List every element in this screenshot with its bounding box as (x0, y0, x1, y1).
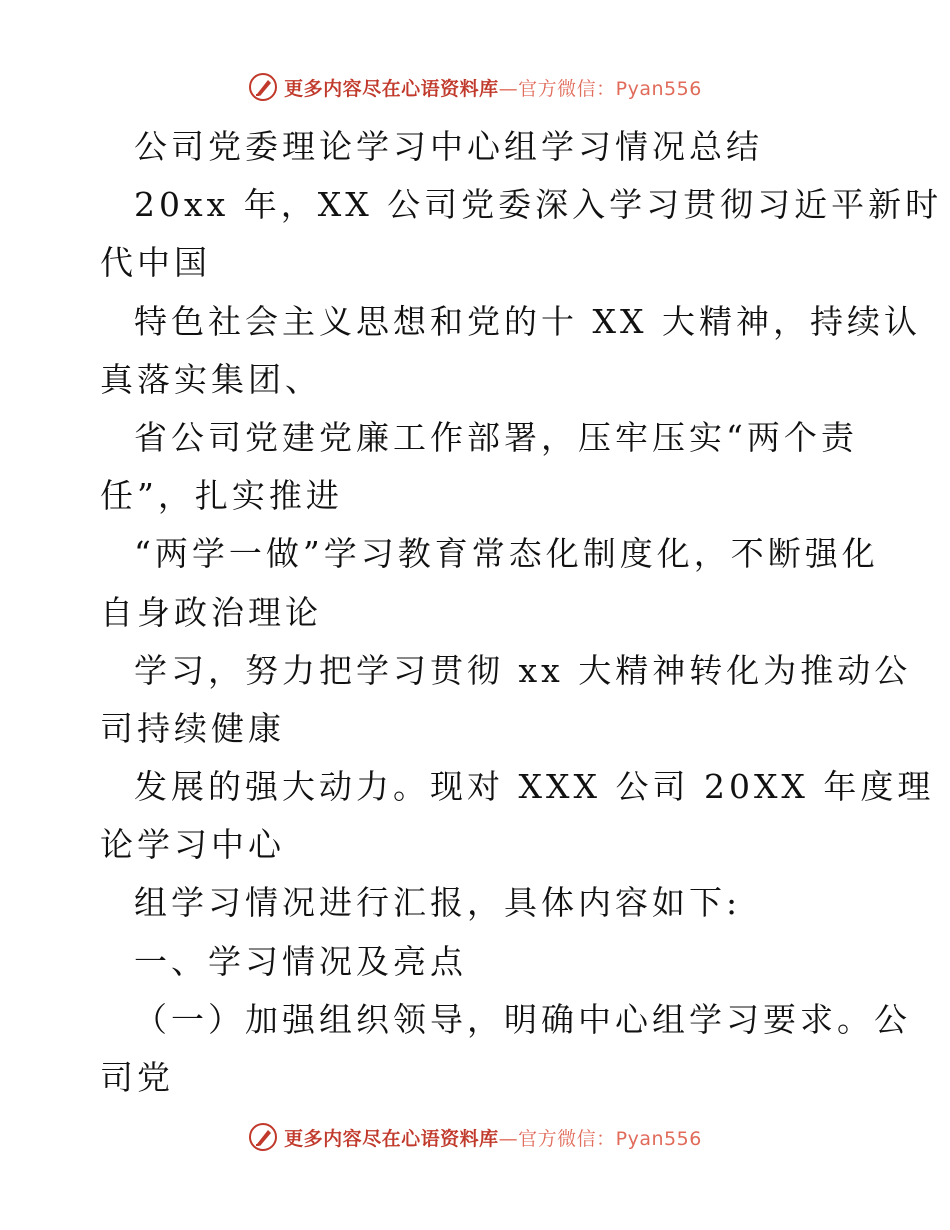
paragraph-line: 学习，努力把学习贯彻 xx 大精神转化为推动公 (134, 650, 912, 690)
footer-watermark (0, 1122, 950, 1152)
paragraph-line: 省公司党建党廉工作部署，压牢压实“两个责 (134, 417, 858, 457)
paragraph-line: 任”，扎实推进 (100, 476, 343, 516)
quill-pen-seal-icon (248, 72, 278, 102)
watermark-text: 更多内容尽在心语资料库—官方微信：Pyan556 (284, 77, 702, 100)
paragraph-line: 论学习中心 (100, 825, 285, 865)
paragraph-line: 组学习情况进行汇报，具体内容如下: (134, 883, 742, 923)
paragraph-line: 20xx 年，XX 公司党委深入学习贯彻习近平新时 (134, 185, 943, 225)
header-watermark (0, 72, 950, 102)
section-heading: 一、学习情况及亮点 (134, 941, 467, 981)
paragraph-line: 司持续健康 (100, 708, 285, 748)
paragraph-line: 发展的强大动力。现对 XXX 公司 20XX 年度理 (134, 767, 935, 807)
subsection-heading: （一）加强组织领导，明确中心组学习要求。公 (134, 999, 911, 1039)
watermark-text: 更多内容尽在心语资料库—官方微信：Pyan556 (284, 1127, 702, 1150)
quill-pen-seal-icon (248, 1122, 278, 1152)
document-title: 公司党委理论学习中心组学习情况总结 (134, 127, 763, 166)
paragraph-line: 特色社会主义思想和党的十 XX 大精神，持续认 (134, 301, 921, 341)
paragraph-line: 真落实集团、 (100, 359, 322, 399)
document-body (100, 118, 943, 1107)
paragraph-line: “两学一做”学习教育常态化制度化，不断强化 (134, 534, 879, 574)
paragraph-line: 自身政治理论 (100, 592, 322, 632)
paragraph-line: 司党 (100, 1058, 174, 1097)
paragraph-line: 代中国 (100, 243, 211, 283)
